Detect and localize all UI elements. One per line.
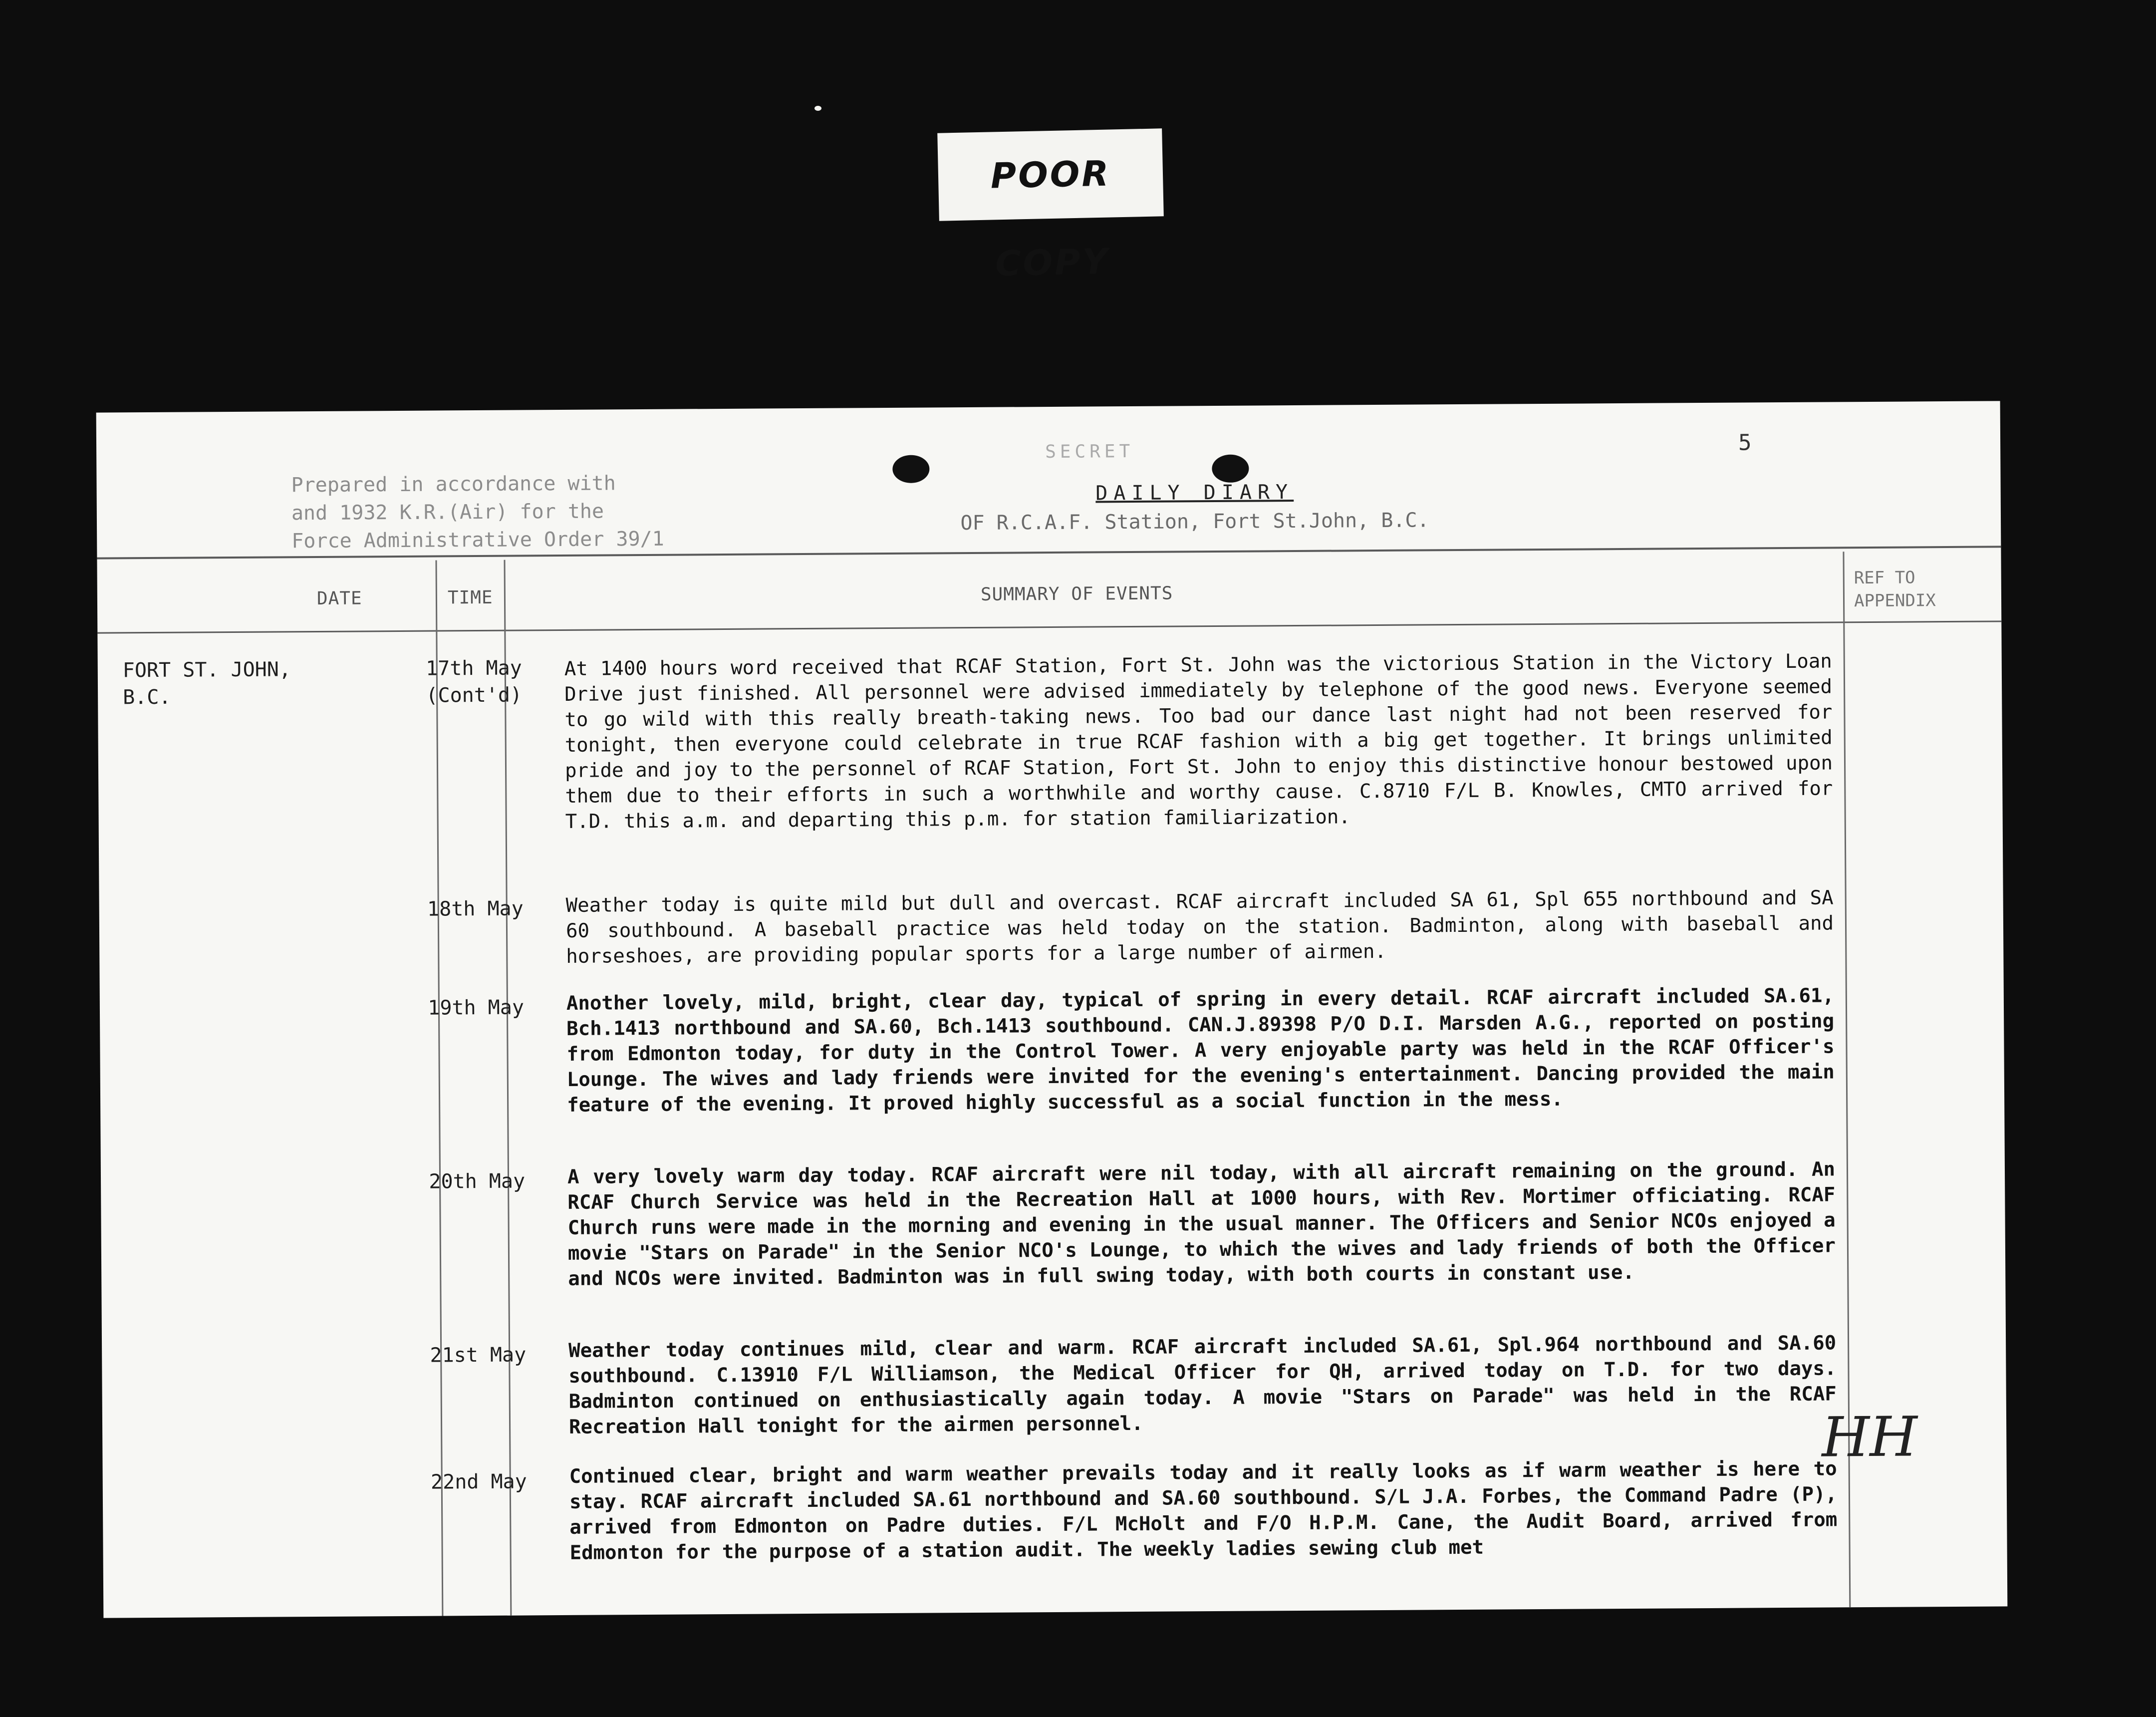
film-speck [814, 106, 821, 111]
entry-text: Another lovely, mild, bright, clear day, typical of spring in every detail. RCAF aircraft included SA.61, Bch.1413 northbound and SA.60, Bch.1413 southbound. CAN.J.89398 P/O D.I. Marsden A.G., reported on posting from Edmonton today, for duty in the Control Tower. A very enjoyable party was held in the RCAF Officer's Lounge. The wives and lady friends were invited for the evening's entertainment. Dancing provided the main feature of the evening. It proved highly successful as a social function in the mess. [566, 984, 1835, 1117]
entry-date-cont: (Cont'd) [426, 683, 523, 707]
entry-date: 18th May [427, 897, 524, 921]
time-column-rule [504, 560, 512, 1616]
regulation-note [291, 468, 815, 555]
entry-text: Weather today is quite mild but dull and overcast. RCAF aircraft included SA 61, Spl 655 northbound and SA 60 southbound. A baseball practice was held today on the station. Badminton, along with baseball and horseshoes, are providing popular sports for a large number of airmen. [565, 886, 1834, 968]
place-name: FORT ST. JOHN, [122, 658, 291, 682]
punch-hole-left [892, 455, 929, 483]
column-head-date: DATE [316, 588, 362, 609]
regulation-line: Force Administrative Order 39/1 [291, 527, 664, 553]
classification-stamp: SECRET [1045, 441, 1134, 463]
station-name: OF R.C.A.F. Station, Fort St.John, B.C. [960, 509, 1429, 535]
entry-date: 19th May [428, 996, 525, 1020]
column-head-rule [97, 620, 2001, 633]
regulation-line: Prepared in accordance with [291, 472, 616, 497]
entry-date: 21st May [430, 1343, 527, 1367]
column-head-summary: SUMMARY OF EVENTS [980, 583, 1173, 605]
entry-text: Continued clear, bright and warm weather prevails today and it really looks as if warm weather is here to stay. RCAF aircraft included SA.61 northbound and SA.60 southbound. S/L J.A. Forbes, the Command Padre (P), arrived from Edmonton on Padre duties. F/L McHolt and F/O H.P.M. Cane, the Audit Board, arrived from Edmonton for the purpose of a station audit. The weekly ladies sewing club met [569, 1457, 1838, 1564]
diary-title: DAILY DIARY [1095, 481, 1294, 505]
page-number: 5 [1738, 430, 1752, 456]
diary-heading [845, 476, 1545, 539]
handwritten-initials: HH [1821, 1405, 1918, 1469]
diary-page [96, 401, 2008, 1618]
entry-text: At 1400 hours word received that RCAF Station, Fort St. John was the victorious Station in the Victory Loan Drive just finished. All personnel were advised immediately by telephone of the good news. Everyone seemed to go wild with this really breath-taking news. Too bad our dance last night had not been reserved for tonight, then everyone could celebrate in true RCAF fashion with a big get together. It brings unlimited pride and joy to the personnel of RCAF Station, Fort St. John to enjoy this distinctive honour bestowed upon them due to their efforts in such a worthwhile and worthy cause. C.8710 F/L B. Knowles, CMTO arrived for T.D. this a.m. and departing this p.m. for station familiarization. [564, 650, 1833, 833]
entry-date-day: 17th May [426, 656, 522, 680]
column-head-time: TIME [447, 587, 493, 608]
entry-text: A very lovely warm day today. RCAF aircraft were nil today, with all aircraft remaining on the ground. An RCAF Church Service was held in the Recreation Hall at 1000 hours, with Rev. Mortimer officiating. RCAF Church runs were made in the morning and evening in the usual manner. The Officers and Senior NCOs enjoyed a movie "Stars on Parade" in the Senior NCO's Lounge, to which the wives and lady friends of both the Officer and NCOs were invited. Badminton was in full swing today, with both courts in constant use. [567, 1158, 1836, 1290]
entry-date [297, 654, 523, 710]
regulation-line: and 1932 K.R.(Air) for the [291, 500, 604, 525]
column-head-appendix: REF TO APPENDIX [1854, 568, 1936, 611]
poor-copy-label: POOR COPY [937, 128, 1164, 221]
entry-text: Weather today continues mild, clear and warm. RCAF aircraft included SA.61, Spl.964 northbound and SA.60 southbound. C.13910 F/L Williamson, the Medical Officer for QH, arrived today on T.D. for two days. Badminton continued on enthusiastically again today. A movie "Stars on Parade" was held in the RCAF Recreation Hall tonight for the airmen personnel. [568, 1332, 1837, 1438]
date-column-rule [435, 561, 443, 1616]
place-column [123, 656, 291, 711]
entry-date: 22nd May [430, 1470, 527, 1494]
entry-date: 20th May [429, 1169, 526, 1193]
place-province: B.C. [123, 685, 171, 709]
